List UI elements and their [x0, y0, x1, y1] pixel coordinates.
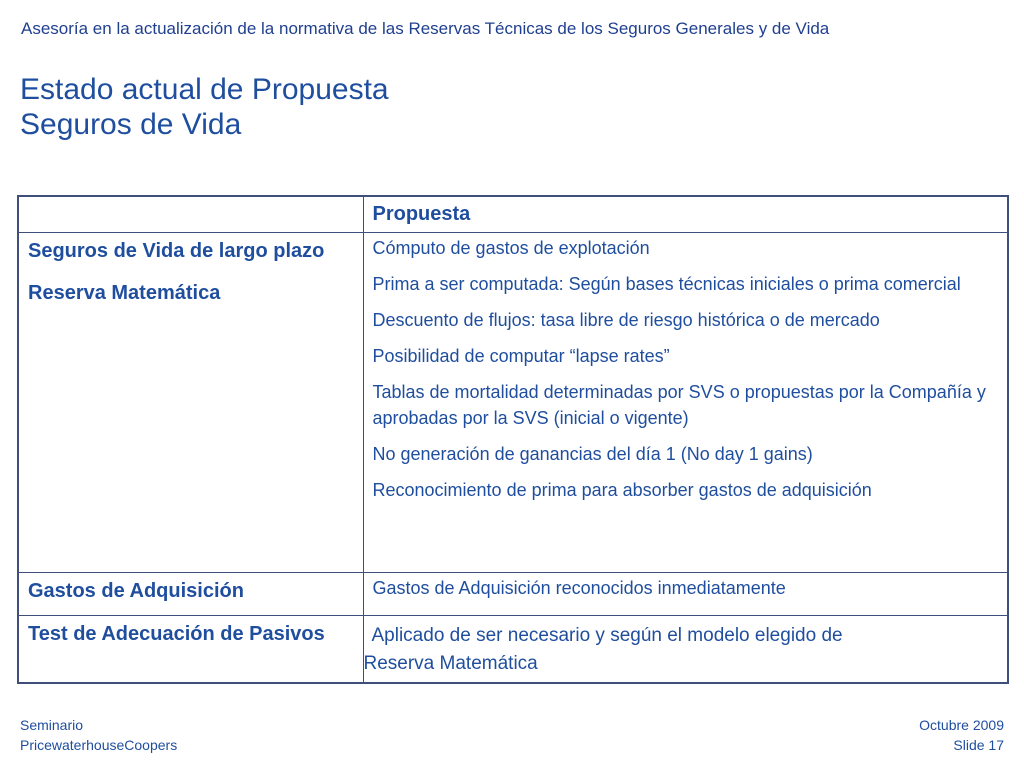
row-label: Seguros de Vida de largo plazo [28, 239, 325, 262]
row-label-cell [18, 572, 363, 615]
table-row [18, 232, 1008, 572]
slide-title-line-1: Estado actual de Propuesta [20, 73, 389, 106]
footer-seminar: Seminario [20, 717, 84, 733]
presentation-subtitle: Asesoría en la actualización de la normativa de las Reservas Técnicas de los Seguros Generales y de Vida [21, 19, 830, 38]
proposal-item: Descuento de flujos: tasa libre de riesgo histórica o de mercado [372, 309, 880, 330]
row-label-cell [18, 615, 363, 683]
row-label: Test de Adecuación de Pasivos [28, 622, 325, 645]
table-row [18, 572, 1008, 615]
row-label-cell [18, 232, 363, 572]
slide-title-line-2: Seguros de Vida [20, 108, 242, 141]
row-label: Reserva Matemática [28, 281, 221, 304]
row-content-cell [363, 615, 1008, 683]
footer-left [20, 715, 177, 755]
table-header-propuesta: Propuesta [363, 196, 1008, 232]
proposal-item: Aplicado de ser necesario y según el modelo elegido de [371, 624, 843, 646]
proposal-item: Posibilidad de computar “lapse rates” [372, 345, 670, 366]
row-label: Gastos de Adquisición [28, 579, 244, 602]
footer-slide-number: Slide 17 [953, 737, 1004, 753]
proposal-item: Tablas de mortalidad determinadas por SVS o propuestas por la Compañía y aprobadas por la SVS (inicial o vigente) [372, 381, 986, 428]
proposal-item: Gastos de Adquisición reconocidos inmediatamente [372, 577, 786, 598]
table-header-empty-cell [18, 196, 363, 232]
proposal-item: No generación de ganancias del día 1 (No day 1 gains) [372, 443, 813, 464]
footer-company: PricewaterhouseCoopers [20, 737, 178, 753]
footer-date: Octubre 2009 [919, 717, 1004, 733]
proposal-item-continuation: Reserva Matemática [363, 652, 538, 674]
proposal-item: Reconocimiento de prima para absorber gastos de adquisición [372, 479, 872, 500]
proposal-item: Prima a ser computada: Según bases técnicas iniciales o prima comercial [372, 273, 961, 294]
row-content-cell [363, 232, 1008, 572]
proposal-table [17, 195, 1009, 684]
slide-title [20, 72, 389, 142]
row-content-cell [363, 572, 1008, 615]
footer-right [919, 715, 1004, 755]
table-row [18, 615, 1008, 683]
proposal-item: Cómputo de gastos de explotación [372, 237, 650, 258]
table-header-row [18, 196, 1008, 232]
